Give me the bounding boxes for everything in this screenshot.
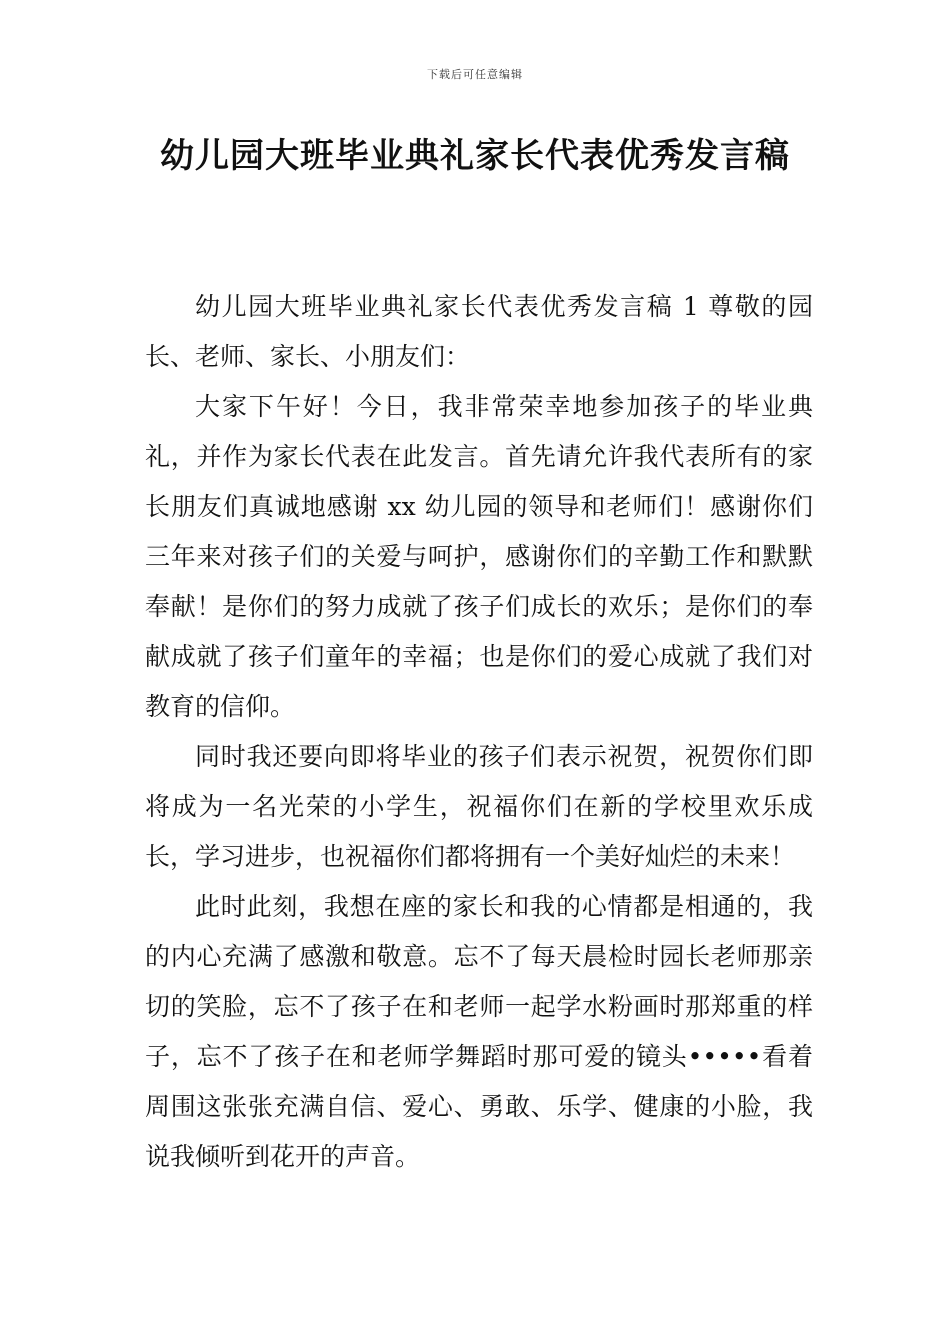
document-body (145, 282, 813, 1182)
paragraph: 此时此刻，我想在座的家长和我的心情都是相通的，我的内心充满了感激和敬意。忘不了每天晨检时园长老师那亲切的笑脸，忘不了孩子在和老师一起学水粉画时那郑重的样子，忘不了孩子在和老师学舞蹈时那可爱的镜头•••••看着周围这张张充满自信、爱心、勇敢、乐学、健康的小脸，我说我倾听到花开的声音。 (145, 892, 813, 1171)
paragraph: 幼儿园大班毕业典礼家长代表优秀发言稿 1 尊敬的园长、老师、家长、小朋友们： (145, 292, 813, 371)
paragraph: 同时我还要向即将毕业的孩子们表示祝贺，祝贺你们即将成为一名光荣的小学生，祝福你们在新的学校里欢乐成长，学习进步，也祝福你们都将拥有一个美好灿烂的未来！ (145, 742, 813, 871)
document-title: 幼儿园大班毕业典礼家长代表优秀发言稿 (160, 136, 790, 176)
paragraph: 大家下午好！今日，我非常荣幸地参加孩子的毕业典礼，并作为家长代表在此发言。首先请允许我代表所有的家长朋友们真诚地感谢 xx 幼儿园的领导和老师们！感谢你们三年来对孩子们的关爱与呵护，感谢你们的辛勤工作和默默奉献！是你们的努力成就了孩子们成长的欢乐；是你们的奉献成就了孩子们童年的幸福；也是你们的爱心成就了我们对教育的信仰。 (145, 392, 813, 721)
header-note: 下载后可任意编辑 (427, 68, 523, 81)
